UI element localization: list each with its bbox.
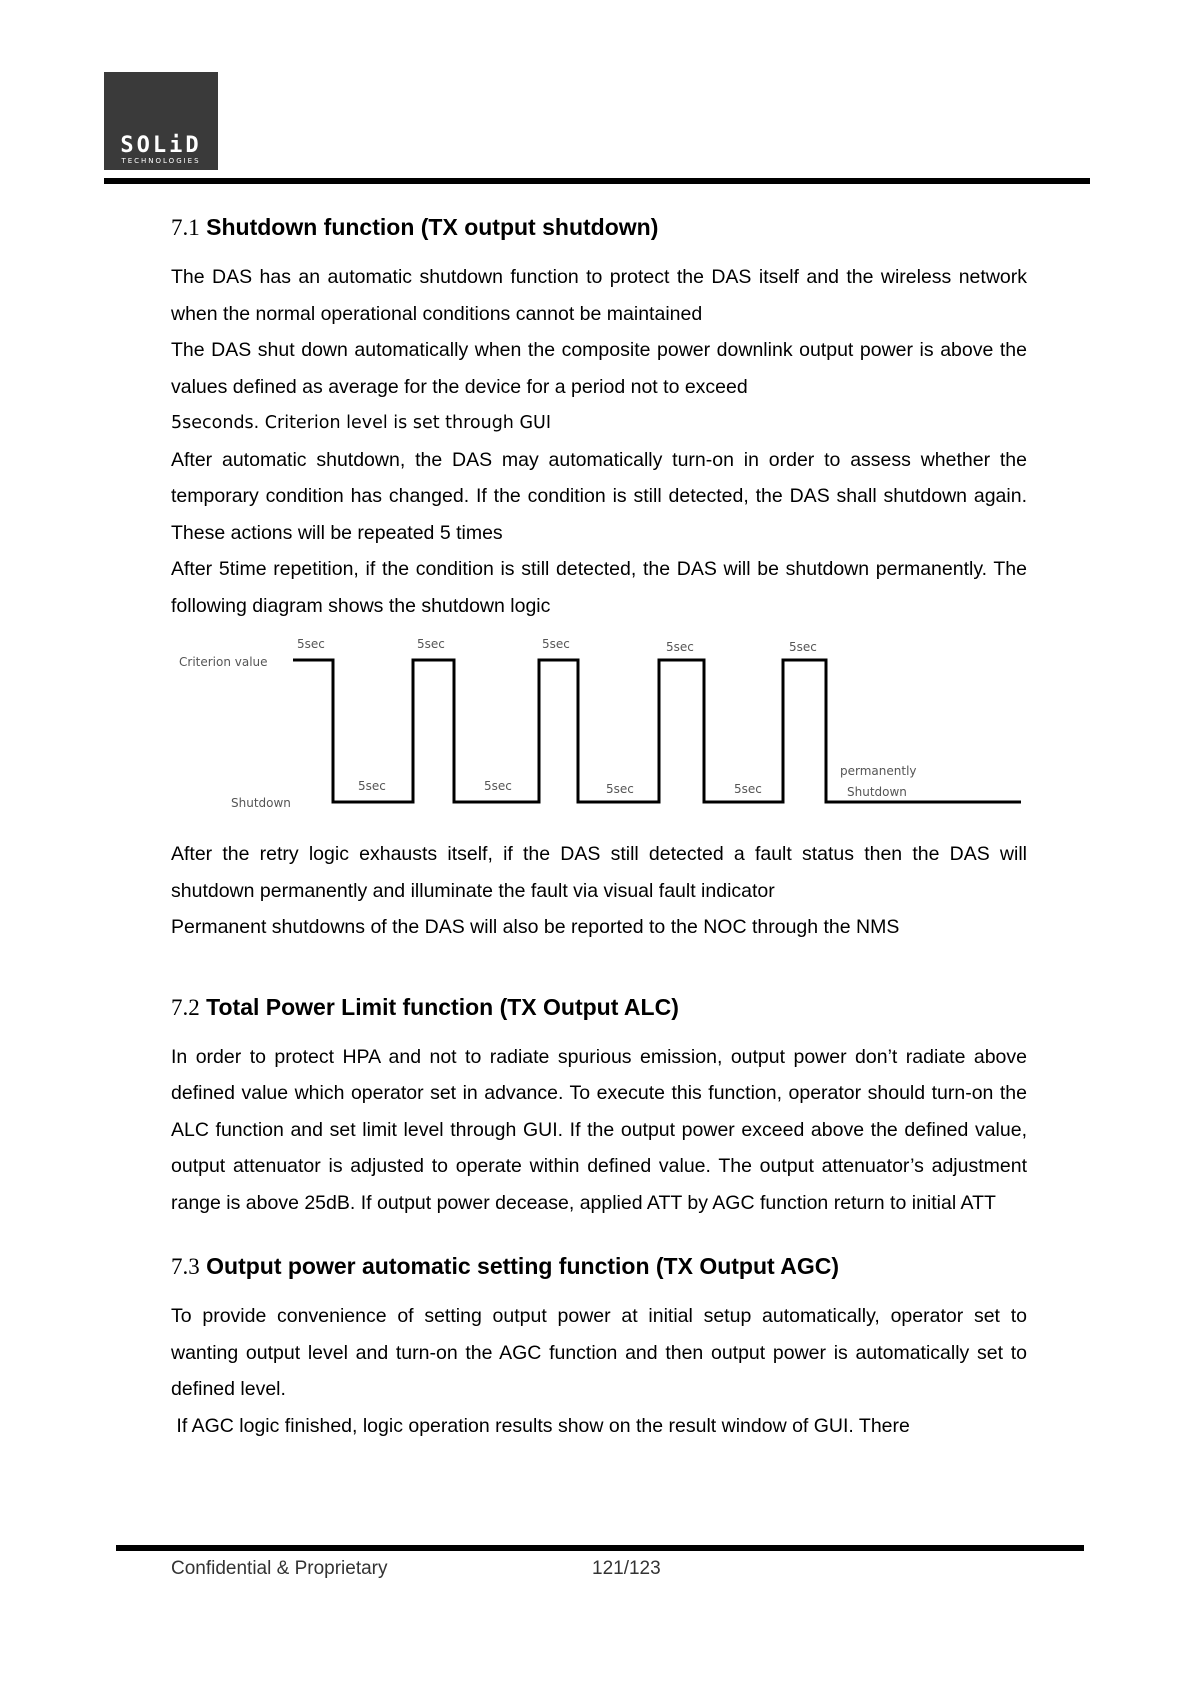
paragraph: To provide convenience of setting output power at initial setup automatically, operator set to wanting output level and turn-on the AGC function and then output power is automatically set to defined level.	[171, 1305, 1027, 1400]
section-7-2-heading	[171, 990, 1027, 1025]
footer-rule	[116, 1545, 1084, 1551]
high-period-label: 5sec	[542, 637, 570, 651]
logo-subtitle: TECHNOLOGIES	[121, 157, 201, 165]
high-period-label: 5sec	[297, 637, 325, 651]
low-period-label: 5sec	[484, 779, 512, 793]
page-number: 121/123	[592, 1558, 661, 1579]
paragraph: In order to protect HPA and not to radiate spurious emission, output power don’t radiate above defined value which operator set in advance. To execute this function, operator should turn-on the ALC function and set limit level through GUI. If the output power exceed above the defined value, output attenuator is adjusted to operate within defined value. The output attenuator’s adjustment range is above 25dB. If output power decease, applied ATT by AGC function return to initial ATT	[171, 1045, 1027, 1214]
section-number: 7.2	[171, 994, 200, 1020]
paragraph: After the retry logic exhausts itself, if the DAS still detected a fault status then the DAS will shutdown permanently and illuminate the fault via visual fault indicator	[171, 843, 1027, 902]
paragraph: 5seconds. Criterion level is set through GUI	[171, 413, 551, 433]
paragraph: The DAS shut down automatically when the composite power downlink output power is above the values defined as average for the device for a period not to exceed	[171, 339, 1027, 398]
section-title: Shutdown function (TX output shutdown)	[206, 214, 659, 240]
high-period-label: 5sec	[417, 637, 445, 651]
paragraph: The DAS has an automatic shutdown function to protect the DAS itself and the wireless network when the normal operational conditions cannot be maintained	[171, 266, 1027, 325]
shutdown-logic-diagram	[165, 630, 1029, 820]
logo-wordmark: SOLiD	[120, 133, 202, 158]
shutdown-waveform	[293, 660, 1021, 802]
high-period-label: 5sec	[789, 640, 817, 654]
footer-confidential: Confidential & Proprietary	[171, 1558, 388, 1579]
paragraph: Permanent shutdowns of the DAS will also be reported to the NOC through the NMS	[171, 916, 900, 938]
section-number: 7.1	[171, 215, 200, 240]
section-title: Output power automatic setting function (TX Output AGC)	[206, 1253, 839, 1279]
permanent-label: permanently	[840, 764, 917, 778]
section-7-1-heading	[171, 210, 1027, 245]
paragraph: After automatic shutdown, the DAS may automatically turn-on in order to assess whether the temporary condition has changed. If the condition is still detected, the DAS shall shutdown again. These actions will be repeated 5 times	[171, 448, 1027, 544]
low-period-label: 5sec	[358, 779, 386, 793]
paragraph: If AGC logic finished, logic operation results show on the result window of GUI. There	[171, 1414, 910, 1437]
page-content	[171, 210, 1027, 1444]
shutdown-label: Shutdown	[231, 796, 291, 810]
header-rule	[104, 178, 1090, 184]
section-title: Total Power Limit function (TX Output ALC)	[206, 993, 679, 1020]
low-period-label: 5sec	[606, 782, 634, 796]
permanent-label: Shutdown	[847, 785, 907, 799]
criterion-value-label: Criterion value	[179, 655, 268, 669]
section-7-3-heading	[171, 1249, 1027, 1284]
high-period-label: 5sec	[666, 640, 694, 654]
paragraph: After 5time repetition, if the condition is still detected, the DAS will be shutdown permanently. The following diagram shows the shutdown logic	[171, 558, 1027, 617]
section-number: 7.3	[171, 1254, 200, 1279]
low-period-label: 5sec	[734, 782, 762, 796]
